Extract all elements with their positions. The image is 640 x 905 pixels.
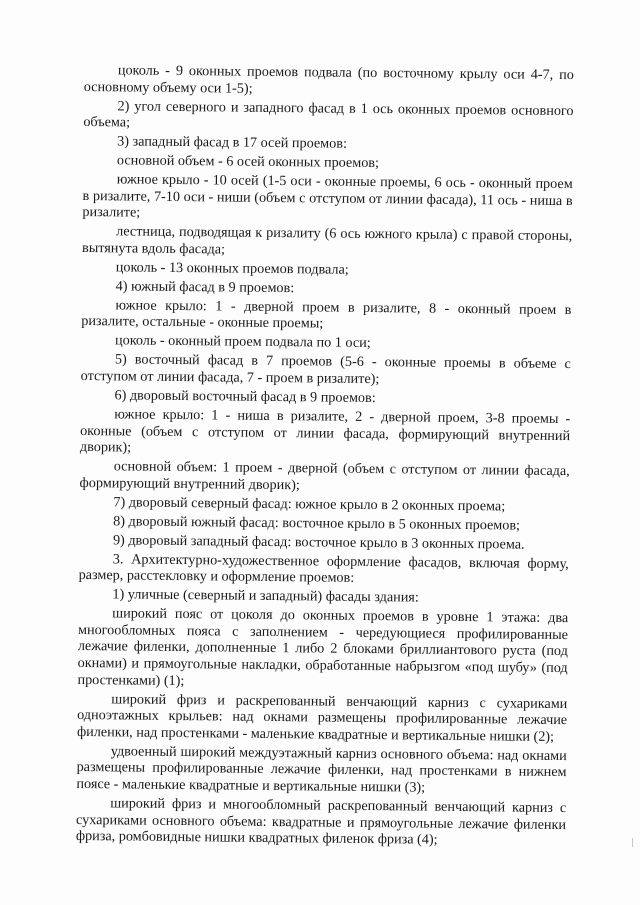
paragraph: 9) дворовый западный фасад: восточное крыло в 3 оконных проема. (112, 532, 525, 553)
paragraph: цоколь - оконный проем подвала по 1 оси; (114, 332, 371, 352)
paragraph: 6) дворовый восточный фасад в 9 проемов: (114, 387, 376, 407)
paragraph: цоколь - 13 оконных проемов подвала; (115, 259, 349, 278)
paragraph: 5) восточный фасад в 7 проемов (5-6 - оконные проемы в объеме с отступом от линии фасада, 7 - проем в ризалите); (80, 351, 571, 388)
paragraph: 2) угол северного и западного фасад в 1 ось оконных проемов основного объема; (83, 97, 574, 131)
paragraph: удвоенный широкий междуэтажный карниз основного объема: над окнами размещены профилированные лежачие филенки, над простенками в нижнем поясе - маленькие квадратные и вертикальные нишки (3); (76, 743, 567, 796)
paragraph: лестница, подводящая к ризалиту (6 ось южного крыла) с правой стороны, вытянута вдоль фасада; (81, 223, 573, 258)
paragraph: широкий фриз и многообломный раскрепованный венчающий карниз с сухариками основного объема: квадратные и прямоугольные лежачие филенки фриза, ромбовидные нишки квадратных филенок фриза (4); (75, 795, 567, 848)
paragraph: цоколь - 9 оконных проемов подвала (по восточному крылу оси 4-7, по основному объему оси 1-5); (83, 62, 574, 97)
section-heading: 3. Архитектурно-художественное оформление фасадов, включая форму, размер, расстекловку и оформление проемов: (78, 551, 569, 587)
paragraph: 1) уличные (северный и западный) фасады здания: (112, 586, 419, 606)
paragraph: 3) западный фасад в 17 осей проемов: (117, 133, 348, 152)
paragraph: южное крыло - 10 осей (1-5 оси - оконные проемы, 6 ось - оконный проем в ризалите, 7-10 оси - ниши (объем с отступом от линии фасада), 11 ось - ниша в ризалите; (82, 171, 573, 221)
paragraph: основной объем - 6 осей оконных проемов; (116, 152, 380, 172)
paragraph: 8) дворовый южный фасад: восточное крыло в 5 оконных проемов; (113, 513, 521, 534)
paragraph: южное крыло: 1 - дверной проем в ризалите, 8 - оконный проем в ризалите, остальные - оконные проемы; (81, 297, 572, 332)
paragraph: широкий пояс от цоколя до оконных проемов в уровне 1 этажа: два многообломных пояса с заполнением - чередующиеся профилированные лежачие филенки, дополненные 1 либо 2 блоками бриллиантового руста (под окнами) и прямоугольные накладки, обработанные набрызгом «под шубу» (под простенками) (1); (77, 605, 569, 689)
scan-edge-mark (632, 838, 633, 847)
paragraph: южное крыло: 1 - ниша в ризалите, 2 - дверной проем, 3-8 проемы - оконные (объем с отступом от линии фасада, формирующий внутренний дворик); (79, 406, 571, 456)
paragraph: широкий фриз и раскрепованный венчающий карниз с сухариками одноэтажных крыльев: над окнами размещены профилированные лежачие филенки, над простенками - маленькие квадратные и вертикальные нишки (2); (76, 690, 568, 745)
document-body (76, 62, 574, 850)
paragraph: основной объем: 1 проем - дверной (объем с отступом от линии фасада, формирующий внутренний дворик); (79, 458, 570, 494)
paragraph: 4) южный фасад в 9 проемов: (115, 278, 295, 297)
paragraph: 7) дворовый северный фасад: южное крыло в 2 оконных проема; (113, 494, 506, 515)
